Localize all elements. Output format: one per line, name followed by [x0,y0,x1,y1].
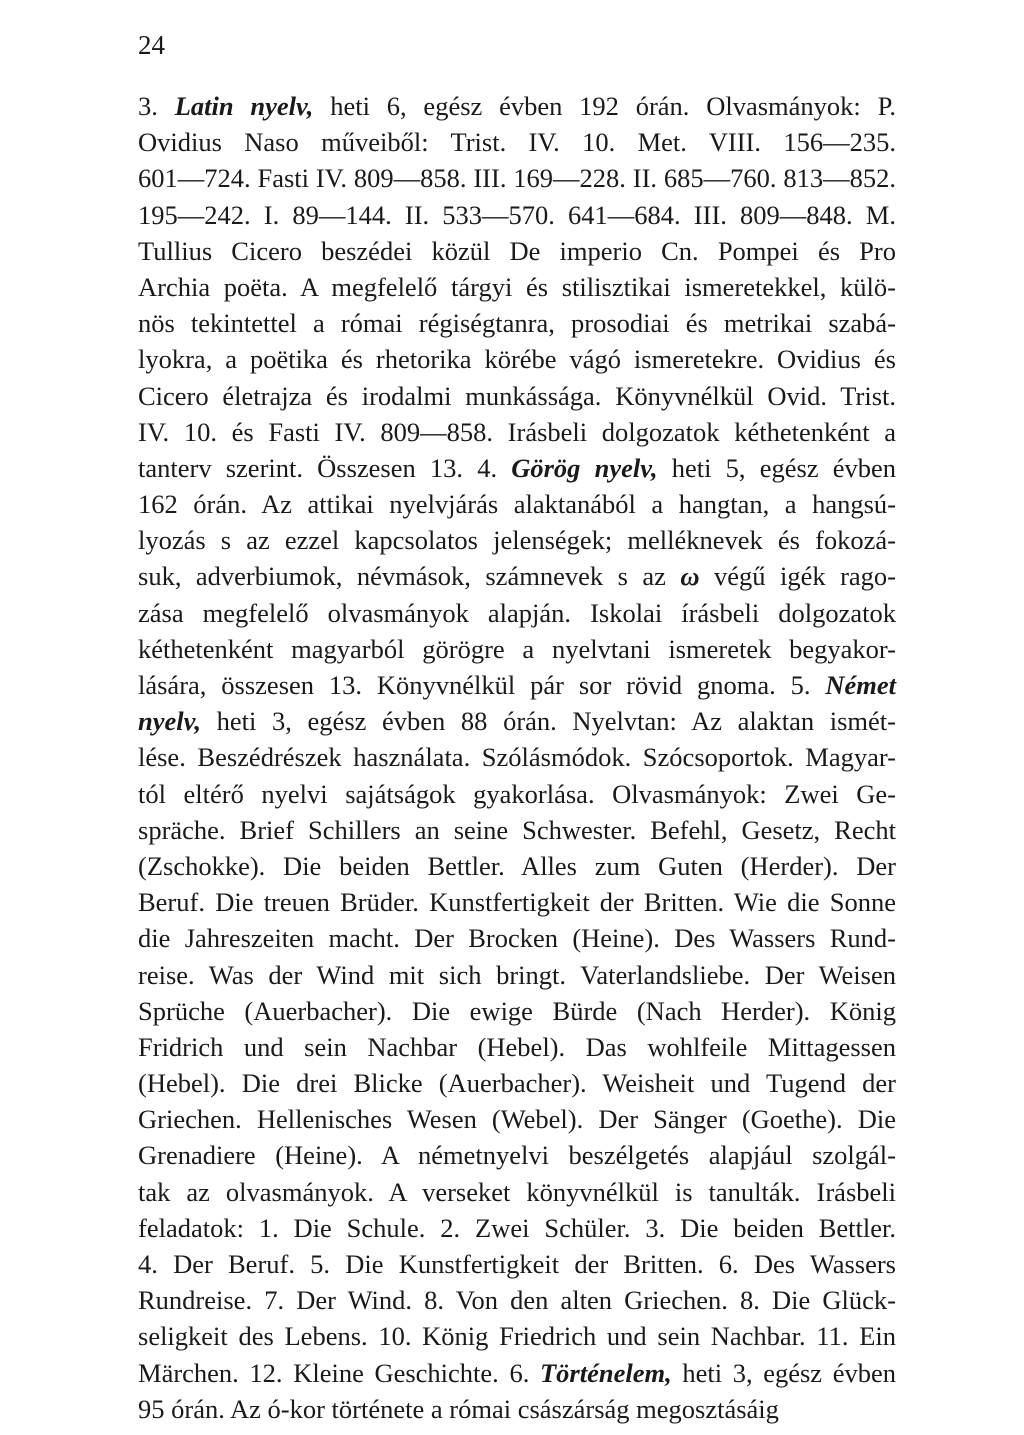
text-segment: kéthetenként magyarból görögre a nyelvtani ismeretek begyakor- [138,633,896,664]
text-segment: Beruf. Die treuen Brüder. Kunstfertigkeit der Britten. Wie die Sonne [138,887,896,918]
emphasized-text: Latin nyelv, [174,91,314,121]
text-segment: Cicero életrajza és irodalmi munkássága. Könyvnélkül Ovid. Trist. [138,380,896,411]
text-segment: tanterv szerint. Összesen 13. 4. [138,452,512,483]
text-segment: Märchen. 12. Kleine Geschichte. 6. [138,1357,540,1388]
text-line [138,1065,896,1101]
text-segment: tól eltérő nyelvi sajátságok gyakorlása. Olvasmányok: Zwei Ge- [138,778,896,809]
text-line [138,414,896,450]
text-line [138,776,896,812]
text-line [138,1210,896,1246]
text-line [138,595,896,631]
text-segment: zása megfelelő olvasmányok alapján. Iskolai írásbeli dolgozatok [138,597,896,628]
emphasized-text: Görög nyelv, [511,452,658,483]
text-line [138,1174,896,1210]
text-line [138,739,896,775]
text-segment: lására, összesen 13. Könyvnélkül pár sor rövid gnoma. 5. [138,670,826,700]
text-segment: Archia poëta. A megfelelő tárgyi és stilisztikai ismeretekkel, külö- [138,271,896,302]
text-line [138,341,896,377]
body-text [138,88,896,1427]
text-line [138,160,896,196]
text-segment: lyozás s az ezzel kapcsolatos jelenségek; melléknevek és fokozá- [138,525,896,556]
text-line [138,378,896,414]
text-segment: heti 3, egész évben [671,1357,896,1388]
text-line [138,1318,896,1354]
text-segment: Griechen. Hellenisches Wesen (Webel). Der Sänger (Goethe). Die [138,1104,896,1135]
text-line [138,1355,896,1391]
text-line [138,812,896,848]
text-line [138,558,896,594]
text-line [138,1246,896,1282]
text-line [138,703,896,739]
text-line [138,1101,896,1137]
text-line [138,450,896,486]
emphasized-text: ω [680,561,700,592]
text-line [138,124,896,160]
text-line [138,884,896,920]
text-segment: seligkeit des Lebens. 10. König Friedrich und sein Nachbar. 11. Ein [138,1321,896,1352]
text-segment: 195—242. I. 89—144. II. 533—570. 641—684. III. 809—848. M. [138,199,896,230]
text-segment: Sprüche (Auerbacher). Die ewige Bürde (Nach Herder). König [138,995,896,1026]
emphasized-text: Német [825,670,896,700]
text-segment: IV. 10. és Fasti IV. 809—858. Irásbeli dolgozatok kéthetenként a [138,416,896,447]
text-line [138,993,896,1029]
text-line [138,667,896,703]
text-line [138,522,896,558]
text-segment: Ovidius Naso műveiből: Trist. IV. 10. Met. VIII. 156—235. [138,127,896,158]
text-segment: lyokra, a poëtika és rhetorika körébe vágó ismeretekre. Ovidius és [138,344,896,375]
text-line [138,631,896,667]
text-line [138,1391,896,1427]
page-number: 24 [138,30,165,60]
text-line [138,1282,896,1318]
text-segment: reise. Was der Wind mit sich bringt. Vaterlandsliebe. Der Weisen [138,959,896,990]
text-segment: (Zschokke). Die beiden Bettler. Alles zum Guten (Herder). Der [138,850,896,881]
text-segment: Tullius Cicero beszédei közül De imperio Cn. Pompei és Pro [138,235,896,266]
text-line [138,1137,896,1173]
text-segment: tak az olvasmányok. A verseket könyvnélkül is tanulták. Irásbeli [138,1176,896,1207]
text-segment: feladatok: 1. Die Schule. 2. Zwei Schüler. 3. Die beiden Bettler. [138,1212,896,1243]
text-segment: suk, adverbiumok, névmások, számnevek s az [138,561,681,592]
text-segment: 4. Der Beruf. 5. Die Kunstfertigkeit der Britten. 6. Des Wassers [138,1249,896,1279]
text-segment: Grenadiere (Heine). A németnyelvi beszélgetés alapjául szolgál- [138,1140,896,1171]
text-segment: spräche. Brief Schillers an seine Schwester. Befehl, Gesetz, Recht [138,814,896,845]
text-line [138,269,896,305]
text-line [138,920,896,956]
text-segment: (Hebel). Die drei Blicke (Auerbacher). Weisheit und Tugend der [138,1068,896,1099]
text-segment: 162 órán. Az attikai nyelvjárás alaktanából a hangtan, a hangsú- [138,489,896,520]
text-line [138,197,896,233]
text-segment: heti 5, egész évben [657,452,896,483]
text-line [138,848,896,884]
text-segment: Rundreise. 7. Der Wind. 8. Von den alten Griechen. 8. Die Glück- [138,1285,896,1316]
text-segment: Fridrich und sein Nachbar (Hebel). Das wohlfeile Mittagessen [138,1031,896,1062]
text-segment: lése. Beszédrészek használata. Szólásmódok. Szócsoportok. Magyar- [138,742,896,773]
text-line [138,305,896,341]
text-segment: 3. [138,91,175,121]
text-segment: végű igék rago- [699,561,896,592]
text-line [138,486,896,522]
text-line [138,1029,896,1065]
text-segment: nös tekintettel a római régiségtanra, prosodiai és metrikai szabá- [138,308,896,339]
text-line [138,957,896,993]
text-line [138,88,896,124]
text-segment: heti 6, egész évben 192 órán. Olvasmányok: P. [313,91,897,121]
text-segment: heti 3, egész évben 88 órán. Nyelvtan: Az alaktan ismét- [201,706,896,737]
text-segment: die Jahreszeiten macht. Der Brocken (Heine). Des Wassers Rund- [138,923,896,954]
emphasized-text: Történelem, [539,1357,672,1388]
text-segment: 601—724. Fasti IV. 809—858. III. 169—228. II. 685—760. 813—852. [138,163,896,194]
text-segment: 95 órán. Az ó-kor története a római császárság megosztásáig [138,1393,779,1424]
emphasized-text: nyelv, [138,706,202,737]
text-line [138,233,896,269]
